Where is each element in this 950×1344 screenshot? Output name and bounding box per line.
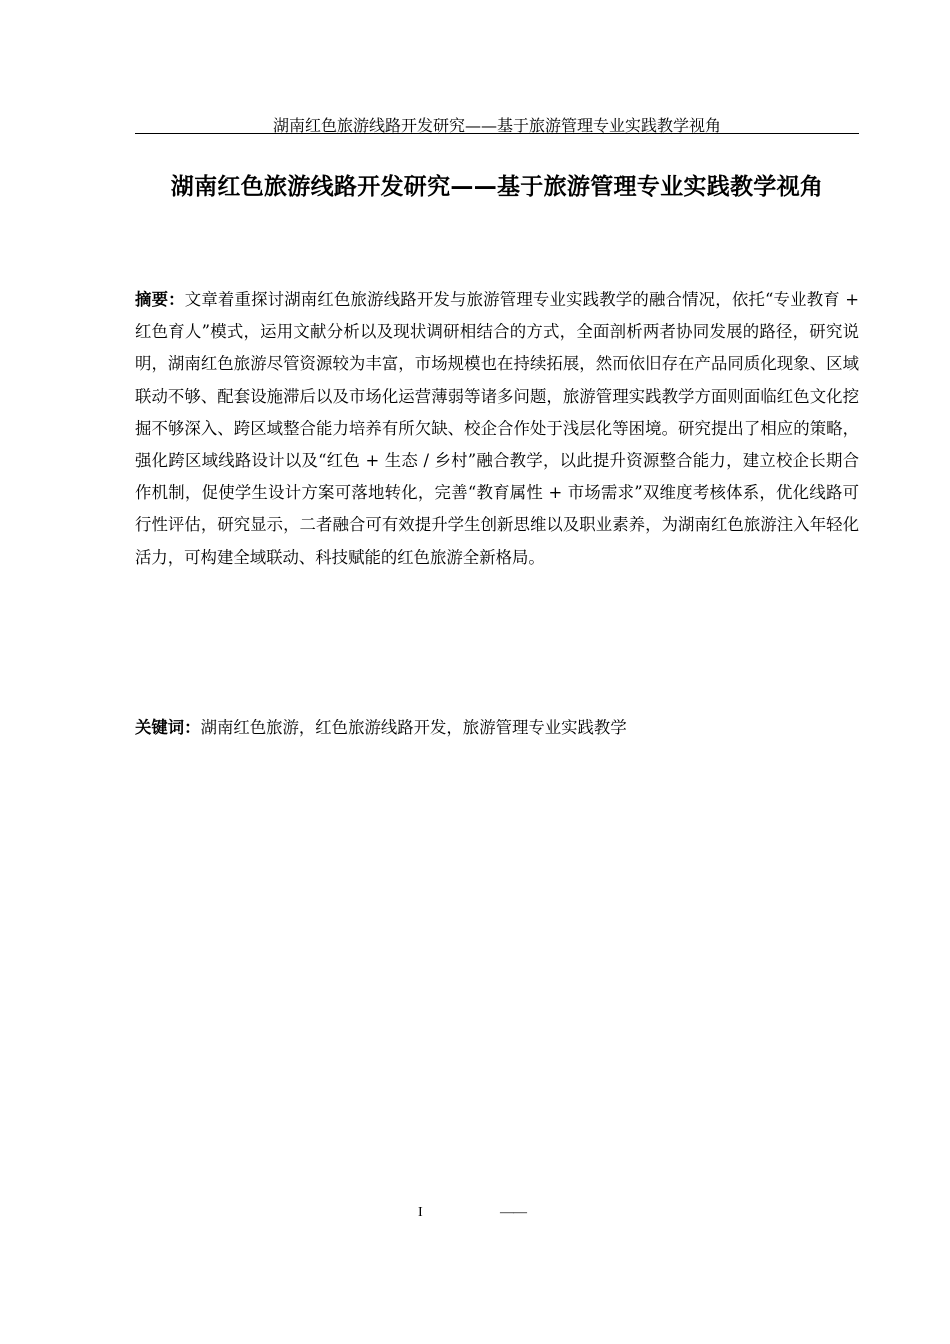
footer-dash: ——	[500, 1205, 526, 1220]
keywords-paragraph	[135, 712, 859, 744]
keywords-label: 关键词：	[135, 718, 201, 737]
header-rule	[135, 133, 859, 134]
abstract-text: 文章着重探讨湖南红色旅游线路开发与旅游管理专业实践教学的融合情况，依托“专业教育 + 红色育人”模式，运用文献分析以及现状调研相结合的方式，全面剖析两者协同发展的路径，研究说明，湖南红色旅游尽管资源较为丰富，市场规模也在持续拓展，然而依旧存在产品同质化现象、区域联动不够、配套设施滞后以及市场化运营薄弱等诸多问题，旅游管理实践教学方面则面临红色文化挖掘不够深入、跨区域整合能力培养有所欠缺、校企合作处于浅层化等困境。研究提出了相应的策略，强化跨区域线路设计以及“红色 + 生态 / 乡村”融合教学，以此提升资源整合能力，建立校企长期合作机制，促使学生设计方案可落地转化，完善“教育属性 + 市场需求”双维度考核体系，优化线路可行性评估，研究显示，二者融合可有效提升学生创新思维以及职业素养，为湖南红色旅游注入年轻化活力，可构建全域联动、科技赋能的红色旅游全新格局。	[135, 290, 860, 567]
running-header: 湖南红色旅游线路开发研究——基于旅游管理专业实践教学视角	[272, 116, 721, 135]
paper-title: 湖南红色旅游线路开发研究——基于旅游管理专业实践教学视角	[170, 174, 824, 200]
keywords-text: 湖南红色旅游，红色旅游线路开发，旅游管理专业实践教学	[200, 718, 627, 737]
page-number: I	[418, 1205, 423, 1220]
abstract-paragraph	[135, 284, 859, 574]
abstract-label: 摘要：	[135, 290, 185, 309]
